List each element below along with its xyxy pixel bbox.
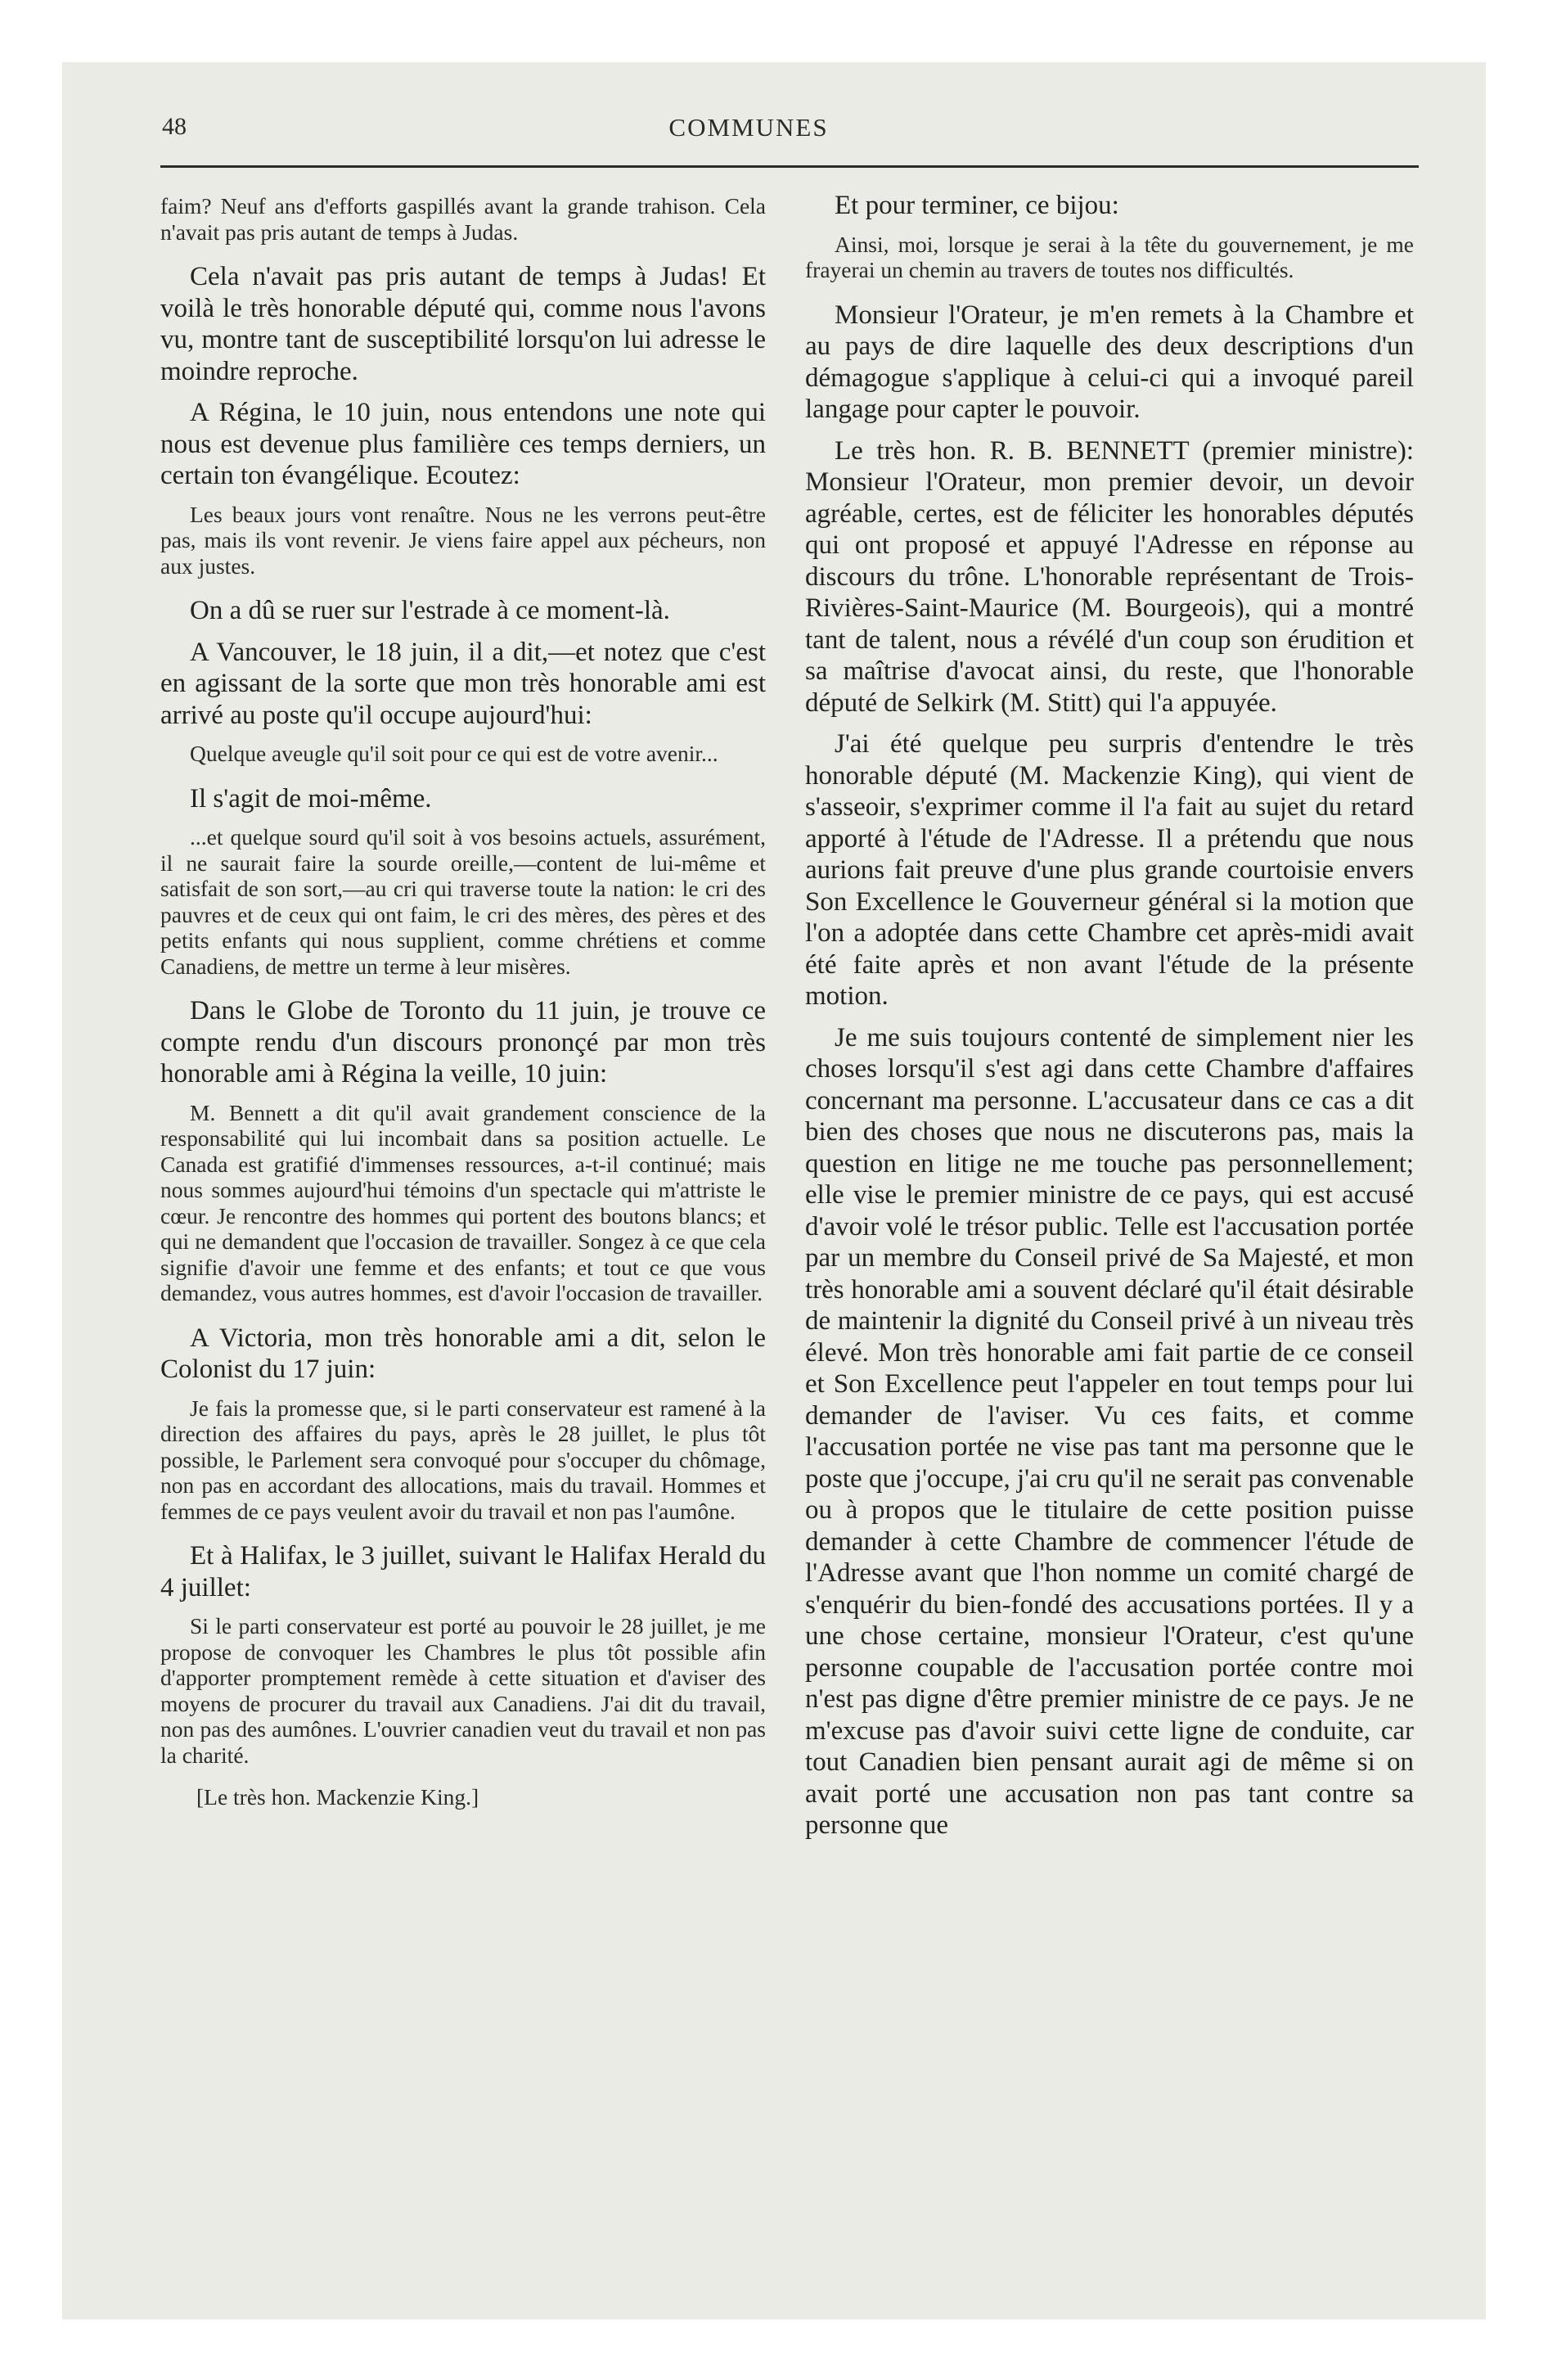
paragraph: Je me suis toujours contenté de simplement nier les choses lorsqu'il s'est agi dans cette Chambre d'affaires concernant ma personne. L'accusateur dans ce cas a dit bien des choses que nous ne discuterons pas, mais la question en litige ne me touche pas personnellement; elle vise le premier ministre de ce pays, qui est accusé d'avoir volé le trésor public. Telle est l'accusation portée par un membre du Conseil privé de Sa Majesté, et mon très honorable ami a souvent déclaré qu'il était désirable de maintenir la dignité du Conseil privé à un niveau très élevé. Mon très honorable ami fait partie de ce conseil et Son Excellence peut l'appeler en tout temps pour lui demander de l'aviser. Vu ces faits, et comme l'accusation portée ne vise pas tant ma personne que le poste que j'occupe, j'ai cru qu'il ne serait pas convenable ou à propos que le titulaire de cette position puisse demander à cette Chambre de commencer l'étude de l'Adresse avant que l'hon nomme un comité chargé de s'enquérir du bien-fondé des accusations portées. Il y a une chose certaine, monsieur l'Orateur, c'est qu'une personne coupable de l'accusation portée contre moi n'est pas digne d'être premier ministre de ce pays. Je ne m'excuse pas d'avoir suivi cette ligne de conduite, car tout Canadien bien pensant aurait agi de même si on avait porté une accusation non pas tant contre sa personne que — [805, 1022, 1414, 1840]
block-quote: Les beaux jours vont renaître. Nous ne les verrons peut-être pas, mais ils vont revenir. Je viens faire appel aux pécheurs, non aux justes. — [160, 501, 766, 579]
paragraph: Monsieur l'Orateur, je m'en remets à la Chambre et au pays de dire laquelle des deux descriptions d'un démagogue s'applique à celui-ci qui a invoqué pareil langage pour capter le pouvoir. — [805, 300, 1414, 424]
right-column — [805, 190, 1414, 1851]
paragraph: A Victoria, mon très honorable ami a dit, selon le Colonist du 17 juin: — [160, 1323, 766, 1384]
paragraph: Le très hon. R. B. BENNETT (premier ministre): Monsieur l'Orateur, mon premier devoir, un devoir agréable, certes, est de féliciter les honorables députés qui ont proposé et appuyé l'Adresse en réponse au discours du trône. L'honorable représentant de Trois-Rivières-Saint-Maurice (M. Bourgeois), qui a montré tant de talent, nous a révélé d'un coup son érudition et sa maîtrise d'avocat ainsi, du reste, que l'honorable député de Selkirk (M. Stitt) qui l'a appuyée. — [805, 435, 1414, 718]
block-quote: Je fais la promesse que, si le parti conservateur est ramené à la direction des affaires du pays, après le 28 juillet, le plus tôt possible, le Parlement sera convoqué pour s'occuper du chômage, non pas en accordant des allocations, mais du travail. Hommes et femmes de ce pays veulent avoir du travail et non pas l'aumône. — [160, 1395, 766, 1524]
paragraph: Et pour terminer, ce bijou: — [835, 191, 1119, 220]
page-header — [98, 113, 1399, 149]
header-rule — [160, 165, 1419, 168]
page-number: 48 — [162, 113, 187, 140]
paragraph: Dans le Globe de Toronto du 11 juin, je trouve ce compte rendu d'un discours prononçé par mon très honorable ami à Régina la veille, 10 juin: — [160, 996, 766, 1089]
block-quote: faim? Neuf ans d'efforts gaspillés avant la grande trahison. Cela n'avait pas pris autant de temps à Judas. — [160, 193, 766, 245]
paragraph: A Régina, le 10 juin, nous entendons une note qui nous est devenue plus familière ces temps derniers, un certain ton évangélique. Ecoutez: — [160, 398, 766, 490]
block-quote: M. Bennett a dit qu'il avait grandement conscience de la responsabilité qui lui incombait dans sa position actuelle. Le Canada est gratifié d'immenses ressources, a-t-il continué; mais nous sommes aujourd'hui témoins d'un spectacle qui m'attriste le cœur. Je rencontre des hommes qui portent des boutons blancs; et qui ne demandent que l'occasion de travailler. Songez à ce que cela signifie d'avoir une femme et des enfants; et tout ce que vous demandez, vous autres hommes, est d'avoir l'occasion de travailler. — [160, 1099, 766, 1305]
paragraph: Et à Halifax, le 3 juillet, suivant le Halifax Herald du 4 juillet: — [160, 1541, 766, 1602]
paragraph: Cela n'avait pas pris autant de temps à Judas! Et voilà le très honorable député qui, comme nous l'avons vu, montre tant de susceptibilité lorsqu'on lui adresse le moindre reproche. — [160, 262, 766, 386]
paragraph: J'ai été quelque peu surpris d'entendre le très honorable député (M. Mackenzie King), qui vient de s'asseoir, s'exprimer comme il l'a fait au sujet du retard apporté à l'étude de l'Adresse. Il a prétendu que nous aurions fait preuve d'une plus grande courtoisie envers Son Excellence le Gouverneur général si la motion que l'on a adoptée dans cette Chambre cet après-midi avait été faite après et non avant l'étude de la présente motion. — [805, 729, 1414, 1011]
paragraph: A Vancouver, le 18 juin, il a dit,—et notez que c'est en agissant de la sorte que mon très honorable ami est arrivé au poste qu'il occupe aujourd'hui: — [160, 637, 766, 730]
block-quote: Ainsi, moi, lorsque je serai à la tête du gouvernement, je me frayerai un chemin au travers de toutes nos difficultés. — [805, 231, 1414, 282]
running-head: COMMUNES — [668, 113, 829, 142]
left-column — [160, 190, 766, 1827]
paragraph: Il s'agit de moi-même. — [190, 783, 432, 814]
block-quote: Quelque aveugle qu'il soit pour ce qui est de votre avenir... — [190, 741, 718, 766]
paragraph: On a dû se ruer sur l'estrade à ce moment-là. — [190, 596, 670, 625]
block-quote: Si le parti conservateur est porté au pouvoir le 28 juillet, je me propose de convoquer les Chambres le plus tôt possible afin d'apporter promptement remède à cette situation et d'aviser des moyens de procurer du travail aux Canadiens. J'ai dit du travail, non pas des aumônes. L'ouvrier canadien veut du travail et non pas la charité. — [160, 1613, 766, 1768]
speaker-attribution: [Le très hon. Mackenzie King.] — [196, 1784, 479, 1810]
block-quote: ...et quelque sourd qu'il soit à vos besoins actuels, assurément, il ne saurait faire la sourde oreille,—content de lui-même et satisfait de son sort,—au cri qui traverse toute la nation: le cri des pauvres et de ceux qui ont faim, le cri des mères, des pères et des petits enfants qui nous supplient, comme chrétiens et comme Canadiens, de mettre un terme à leur misères. — [160, 824, 766, 979]
